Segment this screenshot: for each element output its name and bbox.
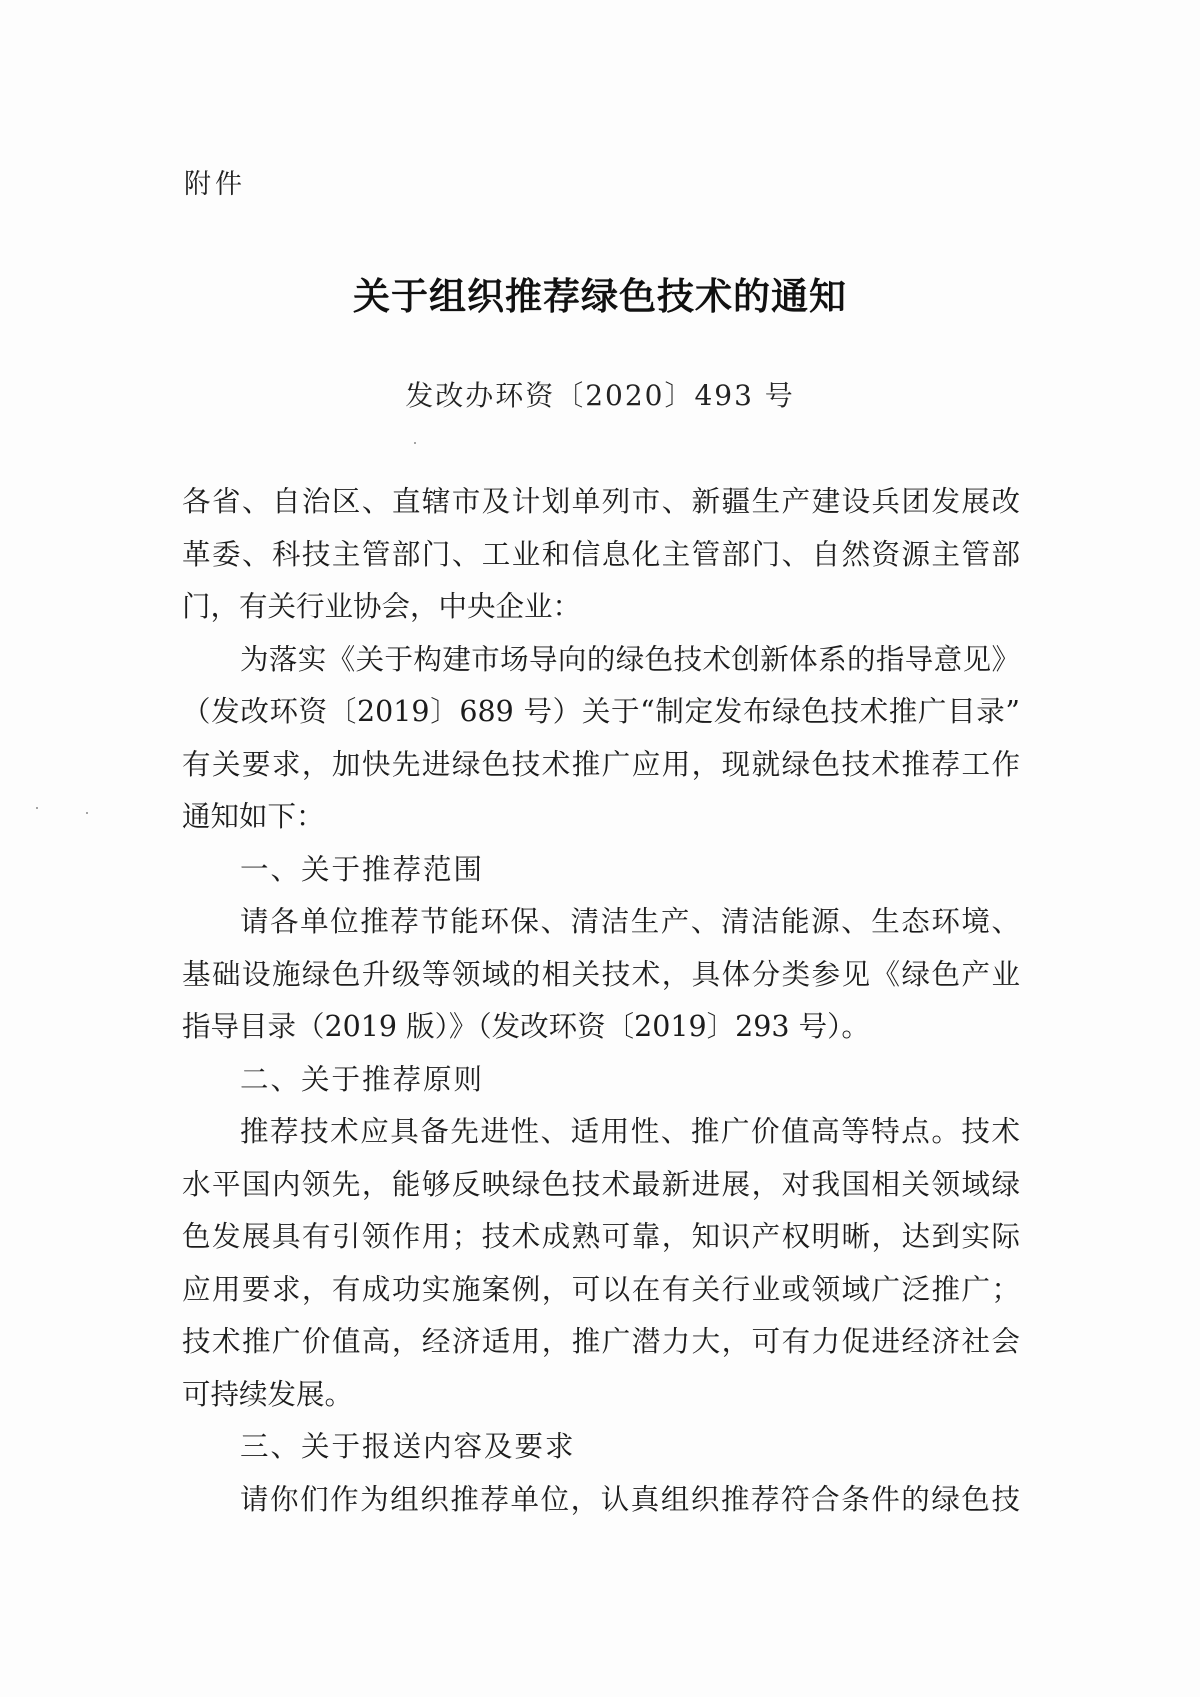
body-line: （发改环资〔2019〕689 号）关于“制定发布绿色技术推广目录”	[182, 695, 1020, 728]
scan-speck	[36, 807, 38, 809]
body-line: 应用要求，有成功实施案例，可以在有关行业或领域广泛推广；	[182, 1272, 1020, 1306]
body-line: 通知如下：	[182, 800, 325, 833]
body-line: 技术推广价值高，经济适用，推广潜力大，可有力促进经济社会	[182, 1325, 1020, 1358]
scan-speck	[414, 442, 416, 444]
body-line: 请你们作为组织推荐单位，认真组织推荐符合条件的绿色技	[240, 1482, 1020, 1516]
document-body	[182, 476, 1020, 1526]
body-line: 水平国内领先，能够反映绿色技术最新进展，对我国相关领域绿	[182, 1167, 1020, 1201]
body-line: 推荐技术应具备先进性、适用性、推广价值高等特点。技术	[240, 1115, 1020, 1148]
body-line: 为落实《关于构建市场导向的绿色技术创新体系的指导意见》	[240, 642, 1020, 676]
body-line: 门，有关行业协会，中央企业：	[182, 590, 582, 623]
body-line: 基础设施绿色升级等领域的相关技术，具体分类参见《绿色产业	[182, 957, 1020, 991]
section-heading: 三、关于报送内容及要求	[240, 1430, 576, 1463]
body-line: 可持续发展。	[182, 1377, 354, 1411]
section-heading: 二、关于推荐原则	[240, 1062, 485, 1096]
scan-speck	[86, 812, 88, 814]
body-line: 有关要求，加快先进绿色技术推广应用，现就绿色技术推荐工作	[182, 747, 1020, 781]
body-line: 革委、科技主管部门、工业和信息化主管部门、自然资源主管部	[182, 537, 1020, 571]
body-line: 各省、自治区、直辖市及计划单列市、新疆生产建设兵团发展改	[182, 485, 1020, 518]
body-line: 请各单位推荐节能环保、清洁生产、清洁能源、生态环境、	[240, 905, 1020, 938]
section-heading: 一、关于推荐范围	[240, 852, 485, 886]
body-line: 指导目录（2019 版）》（发改环资〔2019〕293 号）。	[182, 1010, 870, 1043]
document-title: 关于组织推荐绿色技术的通知	[353, 274, 847, 318]
attachment-label: 附件	[184, 169, 246, 200]
document-number: 发改办环资〔2020〕493 号	[405, 379, 795, 412]
body-line: 色发展具有引领作用；技术成熟可靠，知识产权明晰，达到实际	[182, 1220, 1020, 1253]
